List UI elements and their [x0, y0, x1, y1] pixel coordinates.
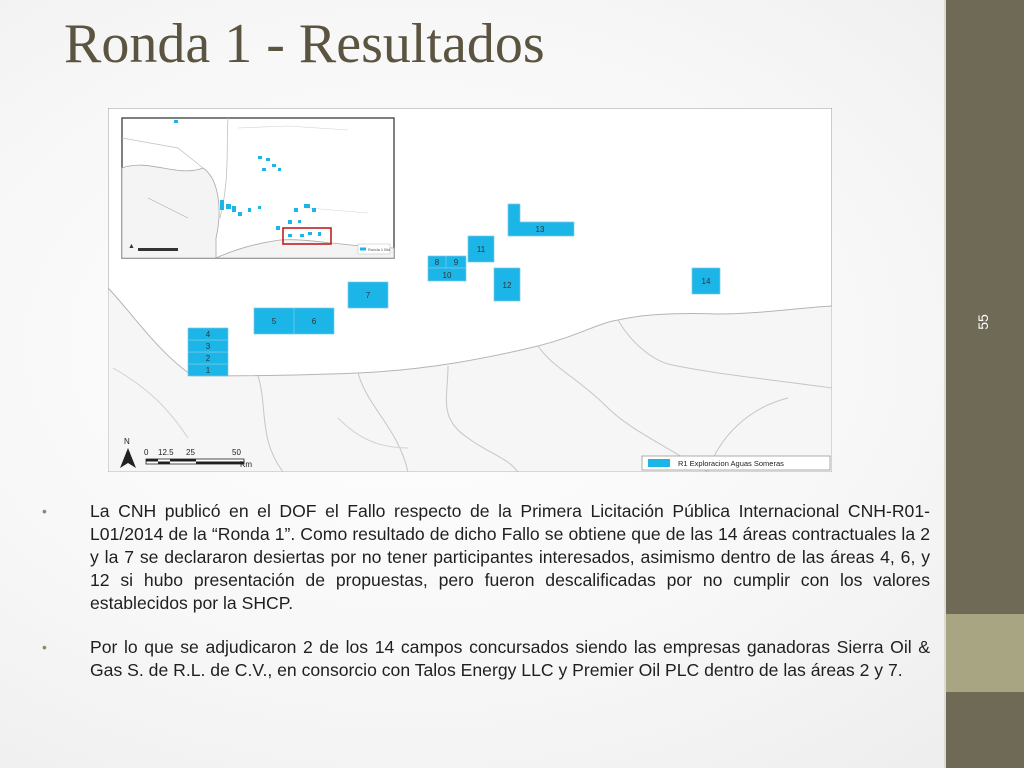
- slide-title: Ronda 1 - Resultados: [64, 13, 545, 75]
- area-label-11: 11: [476, 245, 486, 254]
- area-label-7: 7: [365, 291, 371, 300]
- north-label: N: [124, 437, 130, 446]
- scale-label-12-5: 12.5: [158, 448, 174, 457]
- area-label-12: 12: [502, 281, 512, 290]
- area-label-14: 14: [701, 277, 711, 286]
- scale-label-0: 0: [144, 448, 149, 457]
- area-label-6: 6: [311, 317, 317, 326]
- bullet-text: La CNH publicó en el DOF el Fallo respecto de la Primera Licitación Pública Internacional CNH-R01-L01/2014 de la “Ronda 1”. Como resultado de dicho Fallo se obtiene que de las 14 áreas contractuales la 2 y la 7 se declararon desiertas por no tener participantes interesados, asimismo dentro de las áreas 4, 6, y 12 si hubo presentación de propuestas, pero fueron descalificadas por no cumplir con los valores establecidos por la SHCP.: [90, 501, 930, 613]
- svg-text:▲: ▲: [128, 243, 135, 250]
- area-label-13: 13: [535, 225, 545, 234]
- area-label-2: 2: [205, 354, 211, 363]
- bullet-text: Por lo que se adjudicaron 2 de los 14 campos concursados siendo las empresas ganadoras Sierra Oil & Gas S. de R.L. de C.V., en consorcio con Talos Energy LLC y Premier Oil PLC dentro de las áreas 2 y 7.: [90, 637, 930, 680]
- scale-label-25: 25: [186, 448, 195, 457]
- area-label-3: 3: [205, 342, 211, 351]
- area-label-5: 5: [271, 317, 277, 326]
- area-label-8: 8: [434, 258, 440, 267]
- bullet-dot-icon: •: [42, 639, 47, 655]
- area-label-9: 9: [453, 258, 459, 267]
- area-label-4: 4: [205, 330, 211, 339]
- inset-legend-text: Ronda 1 Bld: [368, 247, 391, 252]
- scale-label-50: 50: [232, 448, 241, 457]
- bullet-list: [42, 500, 930, 703]
- area-label-1: 1: [205, 366, 211, 375]
- bullet-item: [42, 500, 930, 615]
- slide-page-number: 55: [975, 314, 991, 330]
- bullet-item: [42, 636, 930, 682]
- scale-unit: Km: [240, 460, 252, 469]
- area-label-10: 10: [442, 271, 452, 280]
- legend-text: R1 Exploracion Aguas Someras: [678, 459, 784, 468]
- map-legend: [642, 456, 830, 470]
- bullet-dot-icon: •: [42, 503, 47, 519]
- sidebar-accent-block: [946, 614, 1024, 692]
- map-figure: [108, 108, 832, 472]
- inset-map: [122, 118, 394, 258]
